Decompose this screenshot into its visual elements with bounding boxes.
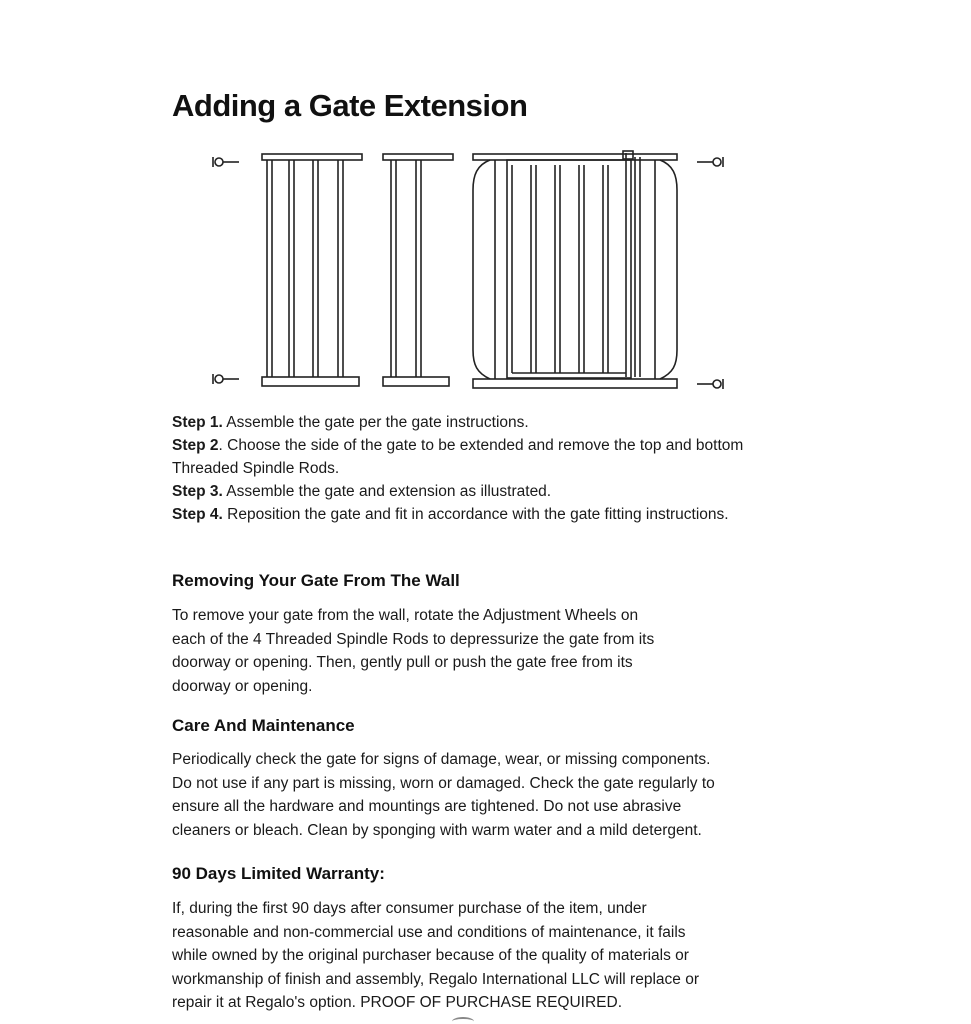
- step-1: [172, 411, 812, 434]
- warranty-heading: 90 Days Limited Warranty:: [172, 864, 385, 883]
- step-text: Assemble the gate and extension as illustrated.: [222, 483, 552, 500]
- warranty-paragraph: [172, 897, 822, 1015]
- paragraph-line: If, during the first 90 days after consumer purchase of the item, under: [172, 900, 647, 917]
- page-title: Adding a Gate Extension: [172, 88, 528, 123]
- paragraph-line: each of the 4 Threaded Spindle Rods to depressurize the gate from its: [172, 630, 655, 648]
- paragraph-line: doorway or opening. Then, gently pull or push the gate free from its: [172, 654, 633, 671]
- step-3: [172, 480, 812, 503]
- main-gate: [473, 151, 677, 388]
- paragraph-line: ensure all the hardware and mountings are tightened. Do not use abrasive: [172, 798, 682, 815]
- threaded-spindle-rod-icon-top-right: [697, 157, 723, 167]
- removing-paragraph: [172, 604, 822, 698]
- step-text: Reposition the gate and fit in accordance with the gate fitting instructions.: [222, 506, 729, 523]
- paragraph-line: repair it at Regalo's option. PROOF OF PURCHASE REQUIRED.: [172, 994, 623, 1011]
- care-paragraph: [172, 748, 822, 842]
- threaded-spindle-rod-icon-bottom-right: [697, 379, 723, 389]
- paragraph-line: doorway or opening.: [172, 677, 313, 695]
- paragraph-line: while owned by the original purchaser because of the quality of materials or: [172, 947, 689, 964]
- step-label: Step 3.: [172, 483, 223, 500]
- extension-panel-narrow: [383, 154, 453, 386]
- extension-panel-wide: [262, 154, 362, 386]
- step-label: Step 2: [172, 437, 219, 454]
- paragraph-line: To remove your gate from the wall, rotate the Adjustment Wheels on: [172, 607, 639, 624]
- step-label: Step 4.: [172, 506, 223, 523]
- assembly-steps: [172, 411, 812, 526]
- paragraph-line: workmanship of finish and assembly, Regalo International LLC will replace or: [172, 970, 699, 988]
- step-4: [172, 503, 747, 526]
- paragraph-line: cleaners or bleach. Clean by sponging with warm water and a mild detergent.: [172, 821, 702, 839]
- step-text: . Choose the side of the gate to be extended and remove the top and bottom Threaded Spindle Rods.: [172, 437, 744, 477]
- step-text: Assemble the gate per the gate instructions.: [222, 414, 529, 431]
- removing-heading: Removing Your Gate From The Wall: [172, 571, 460, 590]
- step-2: [172, 434, 762, 480]
- paragraph-line: Do not use if any part is missing, worn or damaged. Check the gate regularly to: [172, 774, 715, 792]
- paragraph-line: reasonable and non-commercial use and conditions of maintenance, it fails: [172, 923, 686, 941]
- threaded-spindle-rod-icon-bottom-left: [213, 374, 239, 384]
- paragraph-line: Periodically check the gate for signs of damage, wear, or missing components.: [172, 751, 711, 768]
- threaded-spindle-rod-icon-top-left: [213, 157, 239, 167]
- gate-extension-illustration: [205, 145, 735, 395]
- care-heading: Care And Maintenance: [172, 716, 355, 735]
- step-label: Step 1.: [172, 414, 223, 431]
- page-edge-mark: [452, 1017, 474, 1024]
